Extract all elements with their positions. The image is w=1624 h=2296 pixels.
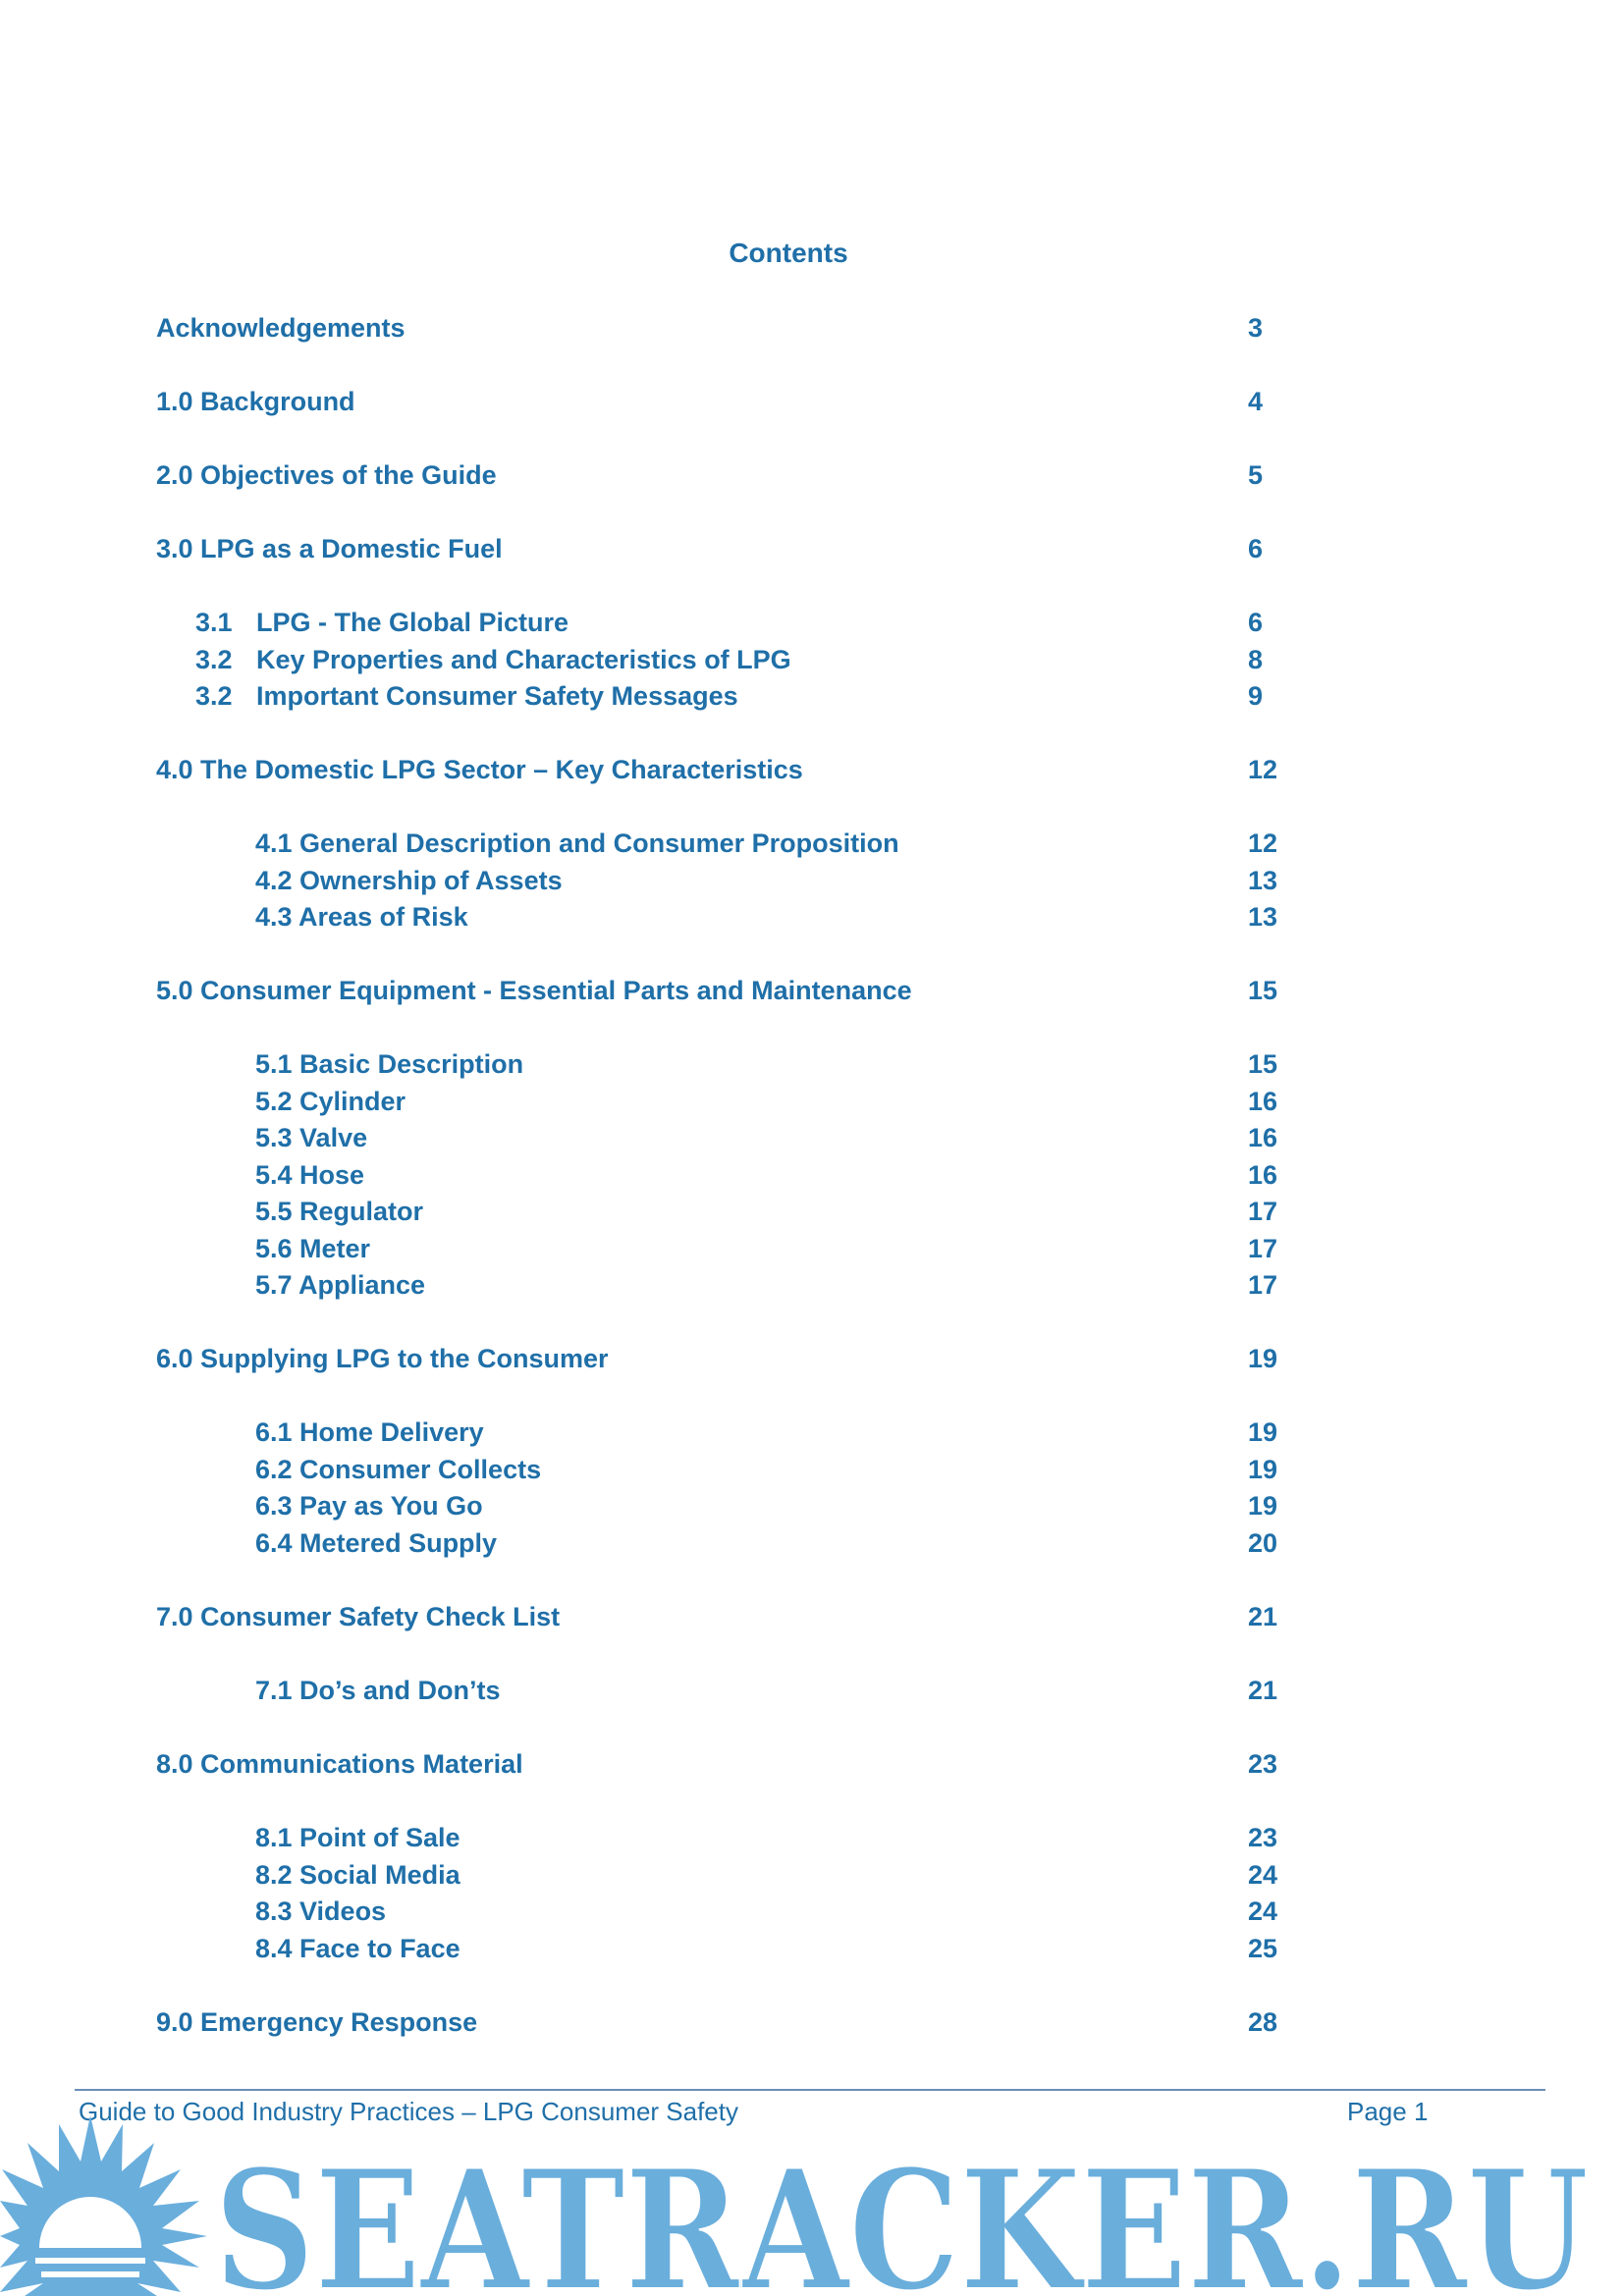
toc-entry-consumer-equipment[interactable] [156,973,912,1008]
toc-entry-label: 6.2 Consumer Collects [255,1455,542,1484]
footer-document-title: Guide to Good Industry Practices – LPG Consumer Safety [79,2097,738,2126]
toc-page-number: 23 [1248,1823,1278,1852]
toc-entry-emergency-response[interactable] [156,2004,477,2040]
toc-page-number: 13 [1248,866,1278,895]
toc-subentry-8-3[interactable] [255,1894,386,1929]
toc-entry-label: 6.3 Pay as You Go [255,1491,483,1521]
toc-subentry-6-2[interactable] [255,1452,541,1487]
toc-page-number: 20 [1248,1528,1278,1558]
toc-page-number: 19 [1248,1344,1278,1373]
toc-entry-label: 4.2 Ownership of Assets [255,866,563,895]
toc-page-number: 16 [1248,1160,1278,1190]
toc-entry-supplying-lpg[interactable] [156,1341,609,1376]
toc-page-number: 15 [1248,1049,1278,1079]
toc-subentry-5-7[interactable] [255,1267,425,1303]
toc-entry-lpg-domestic-fuel[interactable] [156,531,503,566]
toc-page-number: 12 [1248,828,1278,858]
toc-entry-label: 6.4 Metered Supply [255,1528,498,1558]
toc-subentry-5-5[interactable] [255,1194,423,1229]
toc-subentry-5-1[interactable] [255,1046,523,1082]
toc-subentry-6-1[interactable] [255,1415,484,1450]
toc-entry-number: 3.2 [195,681,233,711]
footer-divider [75,2089,1545,2091]
toc-entry-number: 3.2 [195,645,233,674]
toc-entry-domestic-sector[interactable] [156,752,803,787]
toc-entry-label: 5.4 Hose [255,1160,365,1190]
toc-page-number: 19 [1248,1491,1278,1521]
page-title: Contents [729,238,848,268]
toc-page-number: 4 [1248,387,1264,416]
toc-entry-label: 5.2 Cylinder [255,1087,406,1116]
toc-entry-label: 5.3 Valve [255,1123,368,1152]
toc-entry-number: 3.1 [195,608,233,637]
toc-page-number: 5 [1248,460,1264,490]
toc-page-number: 17 [1248,1234,1278,1263]
toc-page-number: 8 [1248,645,1264,674]
toc-entry-label: 2.0 Objectives of the Guide [156,460,497,490]
toc-subentry-7-1[interactable] [255,1673,501,1708]
toc-page-number: 25 [1248,1934,1278,1963]
toc-page-number: 19 [1248,1455,1278,1484]
toc-entry-label: Important Consumer Safety Messages [256,681,738,711]
toc-entry-label: 5.0 Consumer Equipment - Essential Parts and Maintenance [156,976,912,1005]
toc-subentry-5-2[interactable] [255,1084,406,1119]
toc-subentry-5-4[interactable] [255,1157,364,1193]
toc-subentry-6-4[interactable] [255,1525,497,1561]
toc-page-number: 24 [1248,1896,1278,1926]
sunburst-logo-icon [0,2115,207,2296]
toc-page-number: 21 [1248,1676,1278,1705]
toc-subentry-4-3[interactable] [255,899,468,934]
toc-entry-label: LPG - The Global Picture [256,608,569,637]
toc-page-number: 6 [1248,534,1264,563]
toc-subentry-3-2-safety[interactable] [195,678,738,714]
toc-entry-communications[interactable] [156,1746,523,1782]
toc-entry-label: Acknowledgements [156,313,406,343]
toc-page-number: 15 [1248,976,1278,1005]
toc-entry-label: 6.0 Supplying LPG to the Consumer [156,1344,609,1373]
toc-page-number: 21 [1248,1602,1278,1631]
toc-page-number: 24 [1248,1860,1278,1890]
toc-entry-label: 3.0 LPG as a Domestic Fuel [156,534,503,563]
toc-page-number: 12 [1248,755,1278,784]
toc-entry-background[interactable] [156,384,355,419]
toc-page-number: 23 [1248,1749,1278,1779]
toc-subentry-3-2[interactable] [195,642,791,677]
toc-entry-label: 5.1 Basic Description [255,1049,524,1079]
toc-page-number: 9 [1248,681,1264,711]
toc-entry-objectives[interactable] [156,457,497,493]
toc-subentry-4-1[interactable] [255,826,899,861]
toc-subentry-8-4[interactable] [255,1931,460,1966]
toc-page-number: 16 [1248,1087,1278,1116]
toc-subentry-8-1[interactable] [255,1820,460,1855]
footer-page-number: Page 1 [1347,2097,1429,2126]
toc-entry-acknowledgements[interactable] [156,310,406,346]
toc-entry-label: 8.1 Point of Sale [255,1823,460,1852]
toc-subentry-4-2[interactable] [255,863,563,898]
toc-entry-label: 7.1 Do’s and Don’ts [255,1676,501,1705]
toc-page-number: 16 [1248,1123,1278,1152]
toc-page-number: 17 [1248,1270,1278,1300]
toc-entry-label: 4.1 General Description and Consumer Proposition [255,828,899,858]
toc-entry-label: 1.0 Background [156,387,355,416]
toc-entry-label: 7.0 Consumer Safety Check List [156,1602,561,1631]
toc-entry-label: 9.0 Emergency Response [156,2007,478,2037]
toc-entry-label: 5.6 Meter [255,1234,371,1263]
toc-entry-label: Key Properties and Characteristics of LPG [256,645,791,674]
toc-entry-label: 4.0 The Domestic LPG Sector – Key Characteristics [156,755,803,784]
toc-subentry-5-6[interactable] [255,1231,370,1266]
toc-entry-label: 8.2 Social Media [255,1860,460,1890]
toc-page-number: 19 [1248,1417,1278,1447]
toc-entry-label: 5.5 Regulator [255,1197,424,1226]
toc-page-number: 6 [1248,608,1264,637]
toc-page-number: 3 [1248,313,1264,343]
toc-entry-label: 8.0 Communications Material [156,1749,523,1779]
toc-page-number: 13 [1248,902,1278,932]
toc-subentry-3-1[interactable] [195,605,568,640]
toc-subentry-6-3[interactable] [255,1488,483,1523]
toc-page-number: 28 [1248,2007,1278,2037]
toc-entry-label: 4.3 Areas of Risk [255,902,468,932]
toc-entry-label: 5.7 Appliance [255,1270,426,1300]
toc-subentry-5-3[interactable] [255,1120,367,1155]
watermark-text: SEATRACKER.RU [214,2133,1589,2296]
watermark [0,2110,1624,2296]
toc-subentry-8-2[interactable] [255,1857,460,1893]
toc-entry-label: 8.3 Videos [255,1896,387,1926]
toc-entry-safety-check-list[interactable] [156,1599,560,1634]
toc-page-number: 17 [1248,1197,1278,1226]
toc-entry-label: 6.1 Home Delivery [255,1417,484,1447]
toc-entry-label: 8.4 Face to Face [255,1934,460,1963]
